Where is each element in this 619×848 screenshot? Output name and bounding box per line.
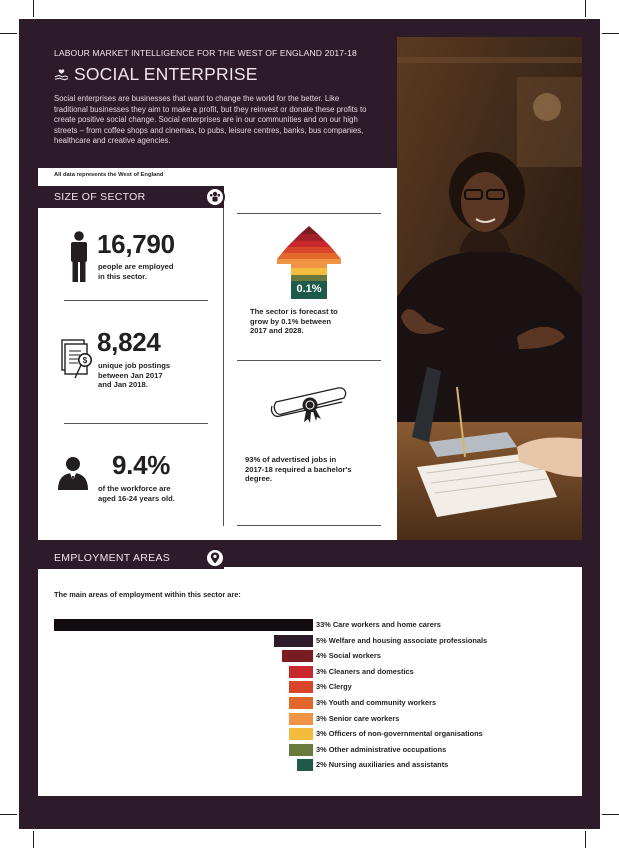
employment-bar-label: 2% Nursing auxiliaries and assistants bbox=[316, 760, 449, 770]
employed-value: 16,790 bbox=[97, 229, 175, 259]
hands-heart-icon bbox=[54, 68, 69, 82]
employment-bar bbox=[289, 728, 313, 740]
employment-bar bbox=[289, 666, 313, 678]
employment-bar-row bbox=[54, 728, 574, 740]
degree-text-line: 2017-18 required a bachelor's bbox=[245, 464, 352, 474]
employment-areas-heading-text: EMPLOYMENT AREAS bbox=[54, 552, 171, 564]
employment-bar-label: 3% Youth and community workers bbox=[316, 698, 437, 707]
divider bbox=[237, 525, 381, 526]
crop-mark bbox=[585, 831, 586, 848]
crop-mark bbox=[602, 33, 619, 34]
degree-text-line: 93% of advertised jobs in bbox=[245, 455, 337, 464]
employment-areas-heading bbox=[38, 547, 224, 569]
header bbox=[54, 48, 384, 147]
column-divider bbox=[223, 208, 224, 526]
people-icon bbox=[209, 191, 221, 203]
crop-mark bbox=[33, 831, 34, 848]
forecast-text-line: grow by 0.1% between bbox=[250, 316, 332, 326]
crop-mark bbox=[0, 33, 17, 34]
employment-bar bbox=[274, 635, 313, 647]
young-worker-icon bbox=[55, 455, 91, 491]
employment-bar-row bbox=[54, 666, 574, 678]
postings-text-line: between Jan 2017 bbox=[98, 370, 163, 380]
employment-bar-row bbox=[54, 713, 574, 725]
employment-intro: The main areas of employment within this sector are: bbox=[54, 590, 241, 599]
employment-bar-row bbox=[54, 650, 574, 662]
data-note: All data represents the West of England bbox=[54, 172, 164, 178]
divider bbox=[64, 300, 208, 301]
young-text-line: of the workforce are bbox=[98, 484, 171, 493]
employment-bar-row bbox=[54, 759, 574, 771]
employment-bar-label: 3% Other administrative occupations bbox=[316, 744, 447, 754]
crop-mark bbox=[33, 0, 34, 17]
crop-mark bbox=[0, 814, 17, 815]
employment-bar-label: 3% Senior care workers bbox=[316, 713, 400, 723]
young-text bbox=[98, 484, 175, 503]
employment-bar bbox=[289, 697, 313, 709]
employment-bar bbox=[289, 681, 313, 693]
report-title: LABOUR MARKET INTELLIGENCE FOR THE WEST OF ENGLAND 2017-18 bbox=[54, 48, 357, 58]
employment-bar-label: 3% Cleaners and domestics bbox=[316, 666, 414, 676]
job-posting-document-icon bbox=[61, 338, 93, 382]
employment-bar bbox=[289, 713, 313, 725]
forecast-text-line: 2017 and 2028. bbox=[250, 326, 304, 335]
employment-bar-row bbox=[54, 681, 574, 693]
divider bbox=[64, 423, 208, 424]
page-title-text: SOCIAL ENTERPRISE bbox=[74, 64, 258, 84]
employed-text bbox=[98, 262, 174, 281]
degree-text-line: degree. bbox=[245, 474, 273, 483]
employment-bar-row bbox=[54, 619, 574, 631]
hero-photo-illustration bbox=[397, 37, 582, 540]
employment-bar bbox=[282, 650, 313, 662]
forecast-text bbox=[250, 307, 338, 336]
location-badge bbox=[205, 548, 225, 568]
forecast-value: 0.1% bbox=[296, 283, 322, 295]
page-title bbox=[54, 64, 384, 85]
employment-bar bbox=[289, 744, 313, 756]
people-badge bbox=[205, 187, 225, 207]
employed-text-line: in this sector. bbox=[98, 271, 147, 281]
hero-photo bbox=[397, 37, 582, 540]
employment-bar-label: 33% Care workers and home carers bbox=[316, 620, 441, 629]
employment-bar bbox=[54, 619, 313, 631]
employment-bar-label: 5% Welfare and housing associate professionals bbox=[316, 635, 488, 645]
postings-text-line: unique job postings bbox=[98, 361, 171, 370]
crop-mark bbox=[602, 814, 619, 815]
diploma-scroll-icon bbox=[266, 384, 350, 436]
employment-bar bbox=[297, 759, 313, 771]
location-pin-icon bbox=[209, 552, 221, 564]
divider bbox=[237, 360, 381, 361]
employment-bar-label: 4% Social workers bbox=[316, 651, 381, 661]
person-icon bbox=[68, 231, 90, 283]
employed-text-line: people are employed bbox=[98, 262, 174, 271]
size-of-sector-heading-text: SIZE OF SECTOR bbox=[54, 191, 146, 203]
intro-paragraph: Social enterprises are businesses that want to change the world for the better. Like traditional businesses they aim to make a profit, but they reinvest or donate these profits to create positive social change. Social enterprises are in our communities and on our high streets – from coffee shops and cinemas, to pubs, leisure centres, banks, bus companies, healthcare and creative agencies. bbox=[54, 94, 367, 146]
employment-bar-row bbox=[54, 697, 574, 709]
postings-text bbox=[98, 361, 170, 390]
young-text-line: aged 16-24 years old. bbox=[98, 493, 175, 503]
forecast-text-line: The sector is forecast to bbox=[250, 307, 338, 316]
employment-bar-row bbox=[54, 744, 574, 756]
young-value: 9.4% bbox=[112, 450, 171, 480]
employment-bar-row bbox=[54, 635, 574, 647]
crop-mark bbox=[585, 0, 586, 17]
size-of-sector-heading bbox=[38, 186, 224, 208]
divider bbox=[237, 213, 381, 214]
postings-value: 8,824 bbox=[97, 327, 161, 357]
degree-text bbox=[245, 455, 351, 484]
employment-bar-label: 3% Clergy bbox=[316, 682, 352, 692]
svg-text:$: $ bbox=[82, 356, 88, 365]
postings-text-line: and Jan 2018. bbox=[98, 380, 148, 389]
employment-bar-label: 3% Officers of non-governmental organisations bbox=[316, 729, 483, 739]
